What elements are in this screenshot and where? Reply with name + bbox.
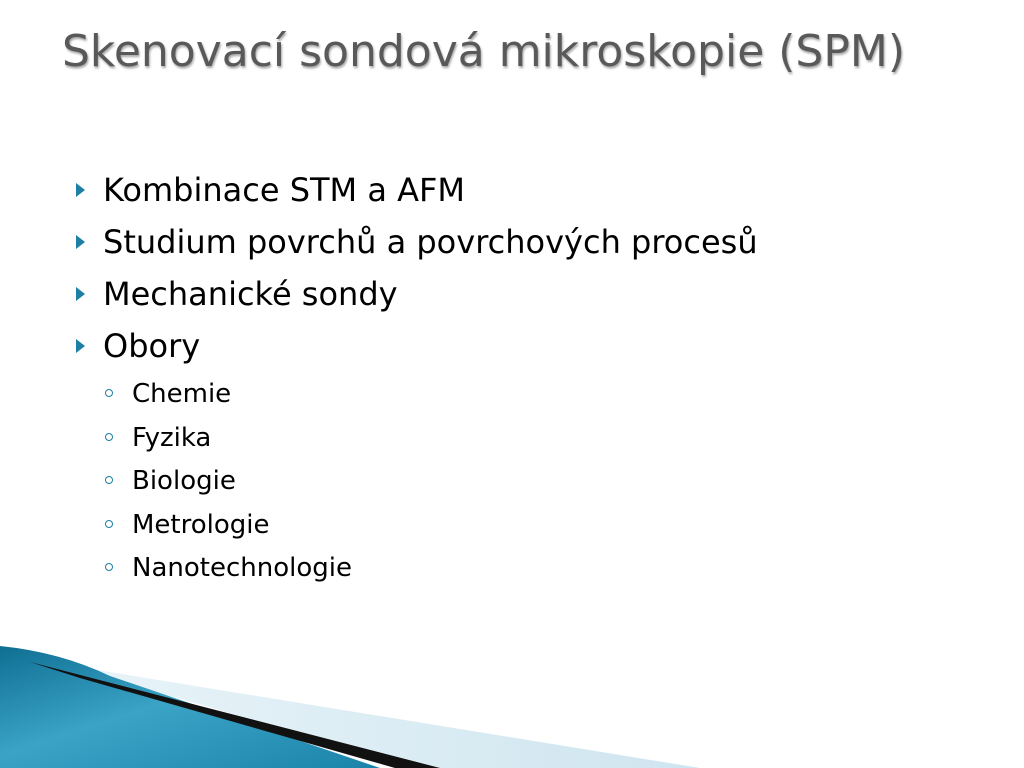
slide-content — [76, 166, 976, 592]
sub-bullet-item-biologie — [104, 461, 976, 505]
triangle-bullet-icon — [76, 183, 85, 197]
sub-bullet-item-fyzika — [104, 418, 976, 462]
circle-bullet-icon — [105, 433, 113, 441]
sub-bullet-label: Fyzika — [132, 422, 212, 453]
bullet-label: Studium povrchů a povrchových procesů — [103, 223, 758, 261]
sub-bullet-label: Nanotechnologie — [132, 553, 352, 583]
triangle-bullet-icon — [76, 287, 85, 301]
bullet-item-obory — [76, 322, 976, 374]
bullet-item-studium — [76, 218, 976, 270]
bullet-label: Obory — [103, 327, 201, 365]
bullet-item-kombinace — [76, 166, 976, 218]
bullet-label: Kombinace STM a AFM — [103, 171, 466, 209]
sub-bullet-item-chemie — [104, 374, 976, 418]
bullet-label: Mechanické sondy — [103, 275, 398, 313]
bullet-item-mechanicke — [76, 270, 976, 322]
circle-bullet-icon — [105, 520, 113, 528]
decorative-wave-graphic — [0, 640, 1024, 768]
circle-bullet-icon — [105, 476, 113, 484]
circle-bullet-icon — [105, 389, 113, 397]
sub-bullet-item-metrologie — [104, 505, 976, 549]
bullet-list — [76, 166, 976, 374]
sub-bullet-label: Chemie — [132, 379, 232, 409]
sub-bullet-item-nanotechnologie — [104, 548, 976, 592]
sub-bullet-label: Biologie — [132, 466, 236, 496]
circle-bullet-icon — [105, 563, 113, 571]
sub-bullet-list — [104, 374, 976, 592]
slide-title: Skenovací sondová mikroskopie (SPM) — [62, 26, 906, 77]
sub-bullet-label: Metrologie — [132, 509, 270, 540]
triangle-bullet-icon — [76, 339, 85, 353]
triangle-bullet-icon — [76, 235, 85, 249]
